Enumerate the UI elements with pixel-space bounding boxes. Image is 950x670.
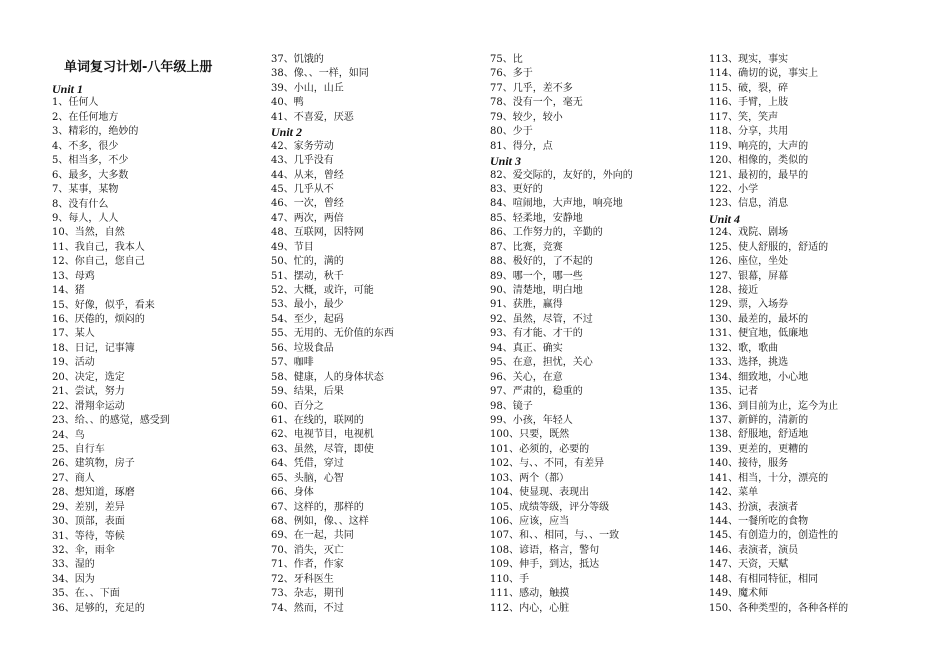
vocab-item: 46、一次，曾经	[271, 198, 344, 210]
vocab-item: 105、成绩等级，评分等级	[490, 501, 610, 513]
vocab-item: 65、头脑，心智	[271, 472, 344, 484]
vocab-item: 21、尝试，努力	[52, 386, 125, 398]
vocab-item: 98、镜子	[490, 400, 533, 412]
vocab-item: 29、差别，差异	[52, 501, 125, 513]
vocab-item: 23、给、、的感觉，感受到	[52, 415, 170, 427]
vocab-item: 130、最差的，最坏的	[709, 313, 809, 325]
vocab-item: 149、魔术师	[709, 588, 769, 600]
vocab-item: 132、歌，歌曲	[709, 342, 779, 354]
vocab-item: 22、滑翔伞运动	[52, 400, 125, 412]
vocab-item: 43、几乎没有	[271, 155, 334, 167]
vocab-item: 81、得分，点	[490, 140, 553, 152]
vocab-item: 33、湿的	[52, 559, 95, 571]
vocab-item: 7、某事，某物	[52, 184, 119, 196]
vocab-item: 3、精彩的，绝妙的	[52, 126, 139, 138]
vocab-item: 134、细致地，小心地	[709, 371, 809, 383]
vocab-item: 76、多于	[490, 68, 533, 80]
vocab-item: 69、在一起，共同	[271, 530, 354, 542]
vocab-item: 131、便宜地，低廉地	[709, 328, 809, 340]
vocab-item: 14、猪	[52, 285, 85, 297]
vocab-item: 39、小山，山丘	[271, 82, 344, 94]
vocab-item: 124、戏院、剧场	[709, 227, 789, 239]
vocab-item: 75、比	[490, 54, 523, 65]
vocab-item: 95、在意，担忧，关心	[490, 357, 593, 369]
vocab-item: 121、最初的，最早的	[709, 169, 809, 181]
vocab-item: 32、伞，雨伞	[52, 545, 115, 556]
vocab-item: 10、当然，自然	[52, 227, 125, 239]
vocab-item: 35、在、、下面	[52, 588, 120, 600]
vocab-item: 92、虽然，尽管，不过	[490, 313, 593, 325]
vocab-item: 63、虽然，尽管，即使	[271, 443, 374, 455]
vocab-item: 38、像、、一样，如同	[271, 68, 369, 80]
vocab-item: 6、最多，大多数	[52, 169, 129, 181]
unit-heading: Unit 4	[709, 211, 741, 226]
vocab-item: 55、无用的、无价值的东西	[271, 328, 394, 340]
vocab-item: 61、在线的，联网的	[271, 414, 364, 426]
vocab-item: 119、响亮的，大声的	[709, 140, 809, 152]
vocab-item: 62、电视节目，电视机	[271, 429, 374, 441]
vocab-item: 60、百分之	[271, 400, 324, 412]
vocab-item: 150、各种类型的，各种各样的	[709, 602, 849, 614]
vocab-item: 122、小学	[709, 183, 759, 195]
column-1	[52, 54, 267, 616]
vocab-item: 52、大概，或许，可能	[271, 285, 374, 296]
vocab-item: 115、破，裂，碎	[709, 82, 789, 94]
vocab-item: 107、和、、相同，与、、一致	[490, 530, 620, 542]
vocab-item: 106、应该，应当	[490, 516, 570, 527]
column-4	[709, 53, 924, 616]
vocab-item: 27、商人	[52, 472, 95, 484]
vocab-item: 125、使人舒服的，舒适的	[709, 241, 829, 253]
vocab-item: 72、牙科医生	[271, 573, 334, 585]
vocab-item: 16、厌倦的，烦闷的	[52, 314, 145, 325]
vocab-item: 138、舒服地，舒适地	[709, 429, 809, 441]
vocab-item: 78、没有一个，毫无	[490, 97, 583, 109]
vocab-item: 54、至少，起码	[271, 313, 344, 325]
vocab-item: 88、极好的，了不起的	[490, 256, 593, 268]
vocab-item: 111、感动，触摸	[490, 588, 570, 600]
vocab-item: 17、某人	[52, 328, 95, 340]
vocab-item: 103、两个（都）	[490, 472, 570, 484]
vocab-item: 113、现实，事实	[709, 54, 789, 65]
vocab-item: 64、凭借，穿过	[271, 458, 344, 470]
vocab-item: 9、每人，人人	[52, 212, 119, 224]
vocab-item: 47、两次，两倍	[271, 212, 344, 224]
vocab-item: 50、忙的，满的	[271, 256, 344, 268]
vocab-item: 123、信息，消息	[709, 198, 789, 210]
vocab-item: 24、鸟	[52, 429, 85, 441]
vocab-item: 87、比赛，竞赛	[490, 241, 563, 253]
vocab-item: 141、相当，十分，漂亮的	[709, 472, 829, 484]
vocab-item: 40、鸭	[271, 97, 304, 109]
unit-heading: Unit 1	[52, 82, 84, 96]
vocab-item: 34、因为	[52, 573, 95, 585]
vocab-item: 86、工作努力的，辛勤的	[490, 227, 603, 239]
vocab-item: 108、谚语，格言，警句	[490, 544, 600, 556]
vocab-item: 31、等待，等候	[52, 530, 125, 542]
vocab-item: 67、这样的，那样的	[271, 501, 364, 513]
vocab-item: 84、喧闹地，大声地，响亮地	[490, 198, 623, 210]
vocab-item: 66、身体	[271, 487, 314, 499]
vocab-item: 140、接待，服务	[709, 458, 789, 470]
vocab-item: 44、从来，曾经	[271, 169, 344, 181]
vocab-item: 19、活动	[52, 357, 95, 369]
vocab-item: 137、新鲜的，清新的	[709, 414, 809, 426]
vocab-item: 71、作者，作家	[271, 559, 344, 571]
vocab-item: 133、选择，挑选	[709, 357, 789, 369]
vocab-item: 94、真正、确实	[490, 342, 563, 354]
vocab-item: 74、然而，不过	[271, 602, 344, 614]
vocab-item: 147、天资，天赋	[709, 559, 789, 571]
vocab-item: 13、母鸡	[52, 270, 95, 282]
vocab-item: 20、决定，选定	[52, 371, 125, 383]
vocab-item: 146、表演者，演员	[709, 544, 799, 556]
vocab-item: 104、使显现、表现出	[490, 487, 590, 499]
vocab-item: 110、手	[490, 573, 530, 585]
vocab-item: 143、扮演，表演者	[709, 501, 799, 513]
vocab-item: 56、垃圾食品	[271, 342, 334, 354]
vocab-item: 30、顶部，表面	[52, 516, 125, 528]
vocab-item: 70、消失，灭亡	[271, 544, 344, 556]
vocab-item: 79、较少，较小	[490, 111, 563, 123]
vocab-item: 26、建筑物，房子	[52, 458, 135, 470]
vocab-item: 1、任何人	[52, 97, 99, 109]
vocab-item: 145、有创造力的，创造性的	[709, 530, 839, 542]
vocab-item: 37、饥饿的	[271, 54, 324, 65]
vocab-item: 18、日记，记事簿	[52, 342, 135, 354]
vocab-item: 73、杂志，期刊	[271, 588, 344, 600]
vocab-item: 114、确切的说，事实上	[709, 68, 819, 80]
vocab-item: 101、必须的，必要的	[490, 443, 590, 455]
vocab-item: 139、更差的，更糟的	[709, 443, 809, 455]
vocab-item: 53、最小，最少	[271, 299, 344, 311]
vocab-item: 129、票，入场券	[709, 299, 789, 311]
vocab-item: 136、到目前为止，迄今为止	[709, 400, 839, 412]
vocab-item: 5、相当多，不少	[52, 155, 129, 167]
vocab-item: 116、手臂，上肢	[709, 97, 789, 109]
vocab-item: 49、节目	[271, 241, 314, 253]
unit-heading: Unit 3	[490, 154, 522, 169]
vocab-item: 89、哪一个，哪一些	[490, 270, 583, 282]
vocab-item: 142、菜单	[709, 487, 759, 499]
vocab-item: 36、足够的，充足的	[52, 602, 145, 614]
vocab-item: 8、没有什么	[52, 198, 109, 210]
vocab-item: 127、银幕，屏幕	[709, 270, 789, 282]
vocab-item: 120、相像的，类似的	[709, 155, 809, 167]
vocab-item: 99、小孩，年轻人	[490, 414, 573, 426]
vocab-item: 117、笑，笑声	[709, 111, 779, 123]
vocab-item: 112、内心，心脏	[490, 602, 570, 614]
vocab-item: 45、几乎从不	[271, 183, 334, 195]
vocab-item: 48、互联网，因特网	[271, 227, 364, 239]
unit-heading: Unit 2	[271, 125, 303, 140]
vocab-item: 90、清楚地，明白地	[490, 285, 583, 296]
vocab-item: 85、轻柔地，安静地	[490, 212, 583, 224]
vocab-item: 83、更好的	[490, 183, 543, 195]
column-3	[490, 53, 705, 616]
vocab-item: 41、不喜爱，厌恶	[271, 111, 354, 123]
column-2	[271, 53, 486, 616]
vocab-item: 58、健康，人的身体状态	[271, 371, 384, 383]
vocab-item: 126、座位，坐处	[709, 256, 789, 268]
vocab-item: 96、关心，在意	[490, 371, 563, 383]
vocab-item: 59、结果，后果	[271, 386, 344, 398]
vocab-item: 2、在任何地方	[52, 111, 119, 123]
vocab-item: 51、摆动，秋千	[271, 270, 344, 282]
vocab-item: 144、一餐所吃的食物	[709, 516, 809, 527]
vocab-item: 77、几乎，差不多	[490, 82, 573, 94]
vocab-item: 68、例如，像、、这样	[271, 516, 369, 527]
vocab-item: 102、与、、不同，有差异	[490, 458, 605, 470]
page-title: 单词复习计划-八年级上册	[64, 60, 213, 75]
vocab-item: 11、我自己，我本人	[52, 241, 145, 253]
vocab-item: 28、想知道，琢磨	[52, 487, 135, 499]
vocab-item: 4、不多，很少	[52, 140, 119, 152]
vocab-item: 25、自行车	[52, 443, 105, 455]
vocab-item: 42、家务劳动	[271, 140, 334, 152]
vocab-item: 135、记者	[709, 386, 759, 398]
vocab-item: 93、有才能、才干的	[490, 328, 583, 340]
vocab-item: 118、分享，共用	[709, 126, 789, 138]
vocab-item: 82、爱交际的，友好的，外向的	[490, 169, 633, 181]
vocab-item: 91、获胜，赢得	[490, 299, 563, 311]
vocab-item: 12、你自己，您自己	[52, 256, 145, 268]
vocab-item: 148、有相同特征，相同	[709, 573, 819, 585]
vocab-item: 57、咖啡	[271, 357, 314, 369]
vocab-item: 100、只要，既然	[490, 429, 570, 441]
vocab-item: 15、好像，似乎，看来	[52, 299, 155, 311]
vocab-item: 109、伸手，到达，抵达	[490, 559, 600, 571]
vocab-item: 80、少于	[490, 126, 533, 138]
vocab-item: 128、接近	[709, 285, 759, 296]
vocab-item: 97、严肃的，稳重的	[490, 386, 583, 398]
